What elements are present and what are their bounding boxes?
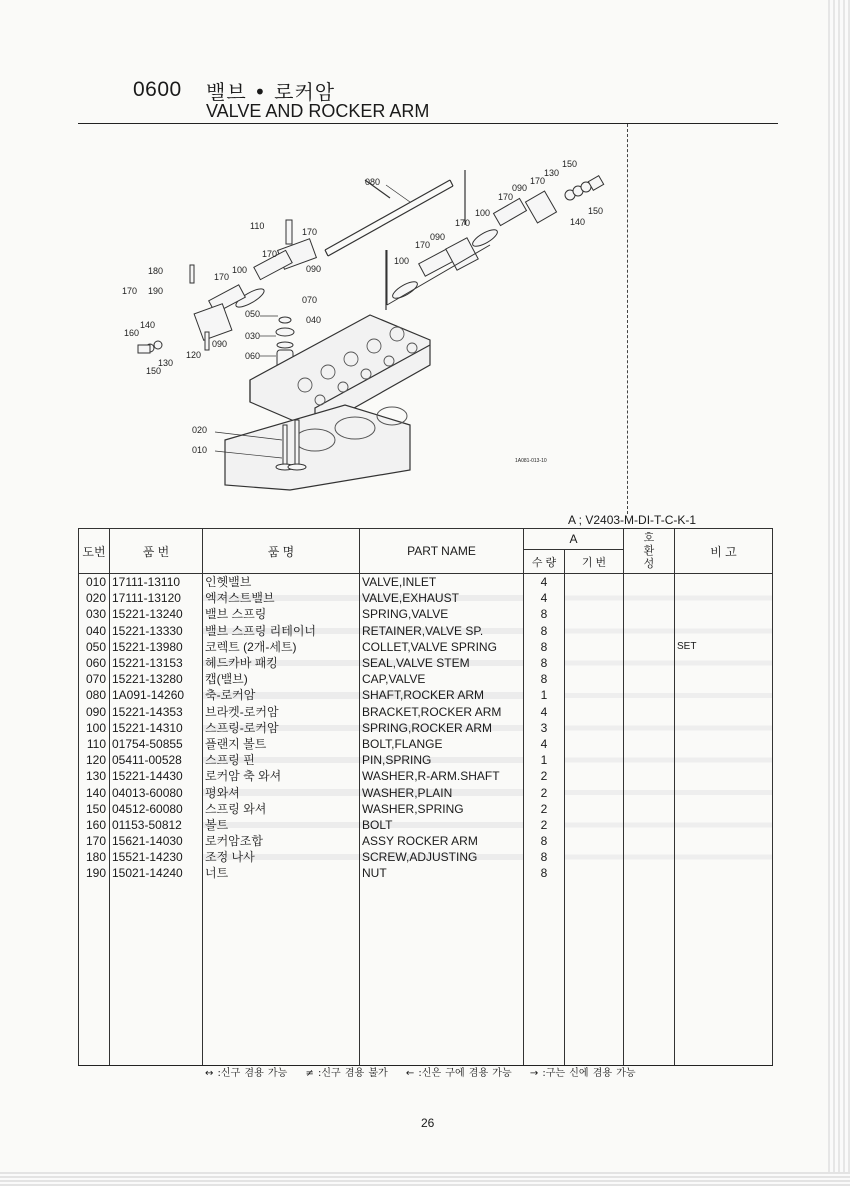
remarks: [675, 801, 773, 817]
part-number: 15221-14353: [110, 704, 203, 720]
exchangeability: [624, 687, 675, 703]
svg-text:100: 100: [475, 208, 491, 218]
remarks: [675, 784, 773, 800]
quantity: 8: [524, 833, 565, 849]
part-name-english: COLLET,VALVE SPRING: [360, 639, 524, 655]
table-row: [79, 671, 773, 687]
svg-text:170: 170: [302, 227, 318, 237]
remarks: [675, 833, 773, 849]
svg-text:070: 070: [302, 295, 318, 305]
remarks: [675, 768, 773, 784]
serial-number: [565, 623, 624, 639]
part-name-korean: 코렉트 (2개-세트): [203, 639, 360, 655]
remarks: [675, 671, 773, 687]
col-header-exchangeability: 호 환 성: [624, 529, 675, 574]
blank-cell: [524, 882, 565, 1066]
serial-number: [565, 655, 624, 671]
svg-text:120: 120: [186, 350, 202, 360]
part-name-korean: 로커암조합: [203, 833, 360, 849]
quantity: 8: [524, 671, 565, 687]
exchangeability: [624, 736, 675, 752]
part-name-korean: 헤드카바 패킹: [203, 655, 360, 671]
table-row: [79, 590, 773, 606]
part-name-english: NUT: [360, 865, 524, 881]
part-number: 17111-13120: [110, 590, 203, 606]
quantity: 1: [524, 687, 565, 703]
exchangeability: [624, 574, 675, 591]
exchangeability: [624, 784, 675, 800]
table-row: [79, 687, 773, 703]
part-name-english: BOLT,FLANGE: [360, 736, 524, 752]
svg-text:170: 170: [498, 192, 514, 202]
svg-text:010: 010: [192, 445, 208, 455]
remarks: [675, 817, 773, 833]
part-number: 15221-13330: [110, 623, 203, 639]
serial-number: [565, 704, 624, 720]
col-header-part-no: 품 번: [110, 529, 203, 574]
row-number: 030: [79, 606, 110, 622]
table-row: [79, 817, 773, 833]
row-number: 040: [79, 623, 110, 639]
table-row: [79, 736, 773, 752]
part-name-korean: 스프링-로커암: [203, 720, 360, 736]
exchangeability: [624, 833, 675, 849]
part-number: 1A091-14260: [110, 687, 203, 703]
part-number: 15221-14430: [110, 768, 203, 784]
part-number: 04512-60080: [110, 801, 203, 817]
scan-edge-right: [828, 0, 850, 1186]
row-number: 090: [79, 704, 110, 720]
part-name-english: WASHER,R-ARM.SHAFT: [360, 768, 524, 784]
part-number: 15221-13980: [110, 639, 203, 655]
svg-text:110: 110: [250, 221, 265, 231]
row-number: 160: [79, 817, 110, 833]
svg-text:100: 100: [394, 256, 410, 266]
quantity: 2: [524, 801, 565, 817]
remarks: SET: [675, 639, 773, 655]
svg-text:050: 050: [245, 309, 261, 319]
svg-text:140: 140: [570, 217, 586, 227]
legend-item: ↔ :신구 겸용 가능: [205, 1068, 288, 1079]
svg-text:090: 090: [430, 232, 446, 242]
part-name-korean: 캡(밸브): [203, 671, 360, 687]
part-number: 15221-13280: [110, 671, 203, 687]
blank-cell: [675, 882, 773, 1066]
remarks: [675, 849, 773, 865]
serial-number: [565, 865, 624, 881]
quantity: 8: [524, 639, 565, 655]
table-row: [79, 623, 773, 639]
part-name-korean: 밸브 스프링 리테이너: [203, 623, 360, 639]
part-name-korean: 브라켓-로커암: [203, 704, 360, 720]
quantity: 4: [524, 574, 565, 591]
part-number: 15221-14310: [110, 720, 203, 736]
col-header-qty: 수 량: [524, 550, 565, 574]
part-number: 05411-00528: [110, 752, 203, 768]
part-number: 04013-60080: [110, 784, 203, 800]
table-row: [79, 849, 773, 865]
remarks: [675, 623, 773, 639]
part-name-english: BOLT: [360, 817, 524, 833]
quantity: 2: [524, 817, 565, 833]
part-name-english: PIN,SPRING: [360, 752, 524, 768]
table-row: [79, 606, 773, 622]
col-header-group-a: A: [524, 529, 624, 550]
serial-number: [565, 671, 624, 687]
svg-text:080: 080: [365, 177, 381, 187]
row-number: 140: [79, 784, 110, 800]
row-number: 190: [79, 865, 110, 881]
part-name-korean: 엑져스트밸브: [203, 590, 360, 606]
svg-text:150: 150: [146, 366, 162, 376]
quantity: 2: [524, 768, 565, 784]
row-number: 100: [79, 720, 110, 736]
row-number: 080: [79, 687, 110, 703]
svg-text:040: 040: [306, 315, 322, 325]
page-title-korean: 밸브 • 로커암: [206, 80, 336, 104]
exchangeability: [624, 704, 675, 720]
blank-cell: [79, 882, 110, 1066]
col-header-std: 기 번: [565, 550, 624, 574]
table-row: [79, 639, 773, 655]
part-name-english: RETAINER,VALVE SP.: [360, 623, 524, 639]
table-row: [79, 655, 773, 671]
svg-text:170: 170: [122, 286, 138, 296]
part-name-english: WASHER,SPRING: [360, 801, 524, 817]
exchangeability: [624, 606, 675, 622]
exchangeability: [624, 801, 675, 817]
remarks: [675, 865, 773, 881]
part-name-korean: 축-로커암: [203, 687, 360, 703]
svg-text:090: 090: [512, 183, 528, 193]
blank-cell: [624, 882, 675, 1066]
section-code: 0600: [133, 78, 182, 101]
table-row: [79, 784, 773, 800]
part-name-english: SPRING,ROCKER ARM: [360, 720, 524, 736]
row-number: 130: [79, 768, 110, 784]
part-number: 15521-14230: [110, 849, 203, 865]
part-name-korean: 볼트: [203, 817, 360, 833]
part-name-korean: 너트: [203, 865, 360, 881]
svg-text:180: 180: [148, 266, 164, 276]
serial-number: [565, 817, 624, 833]
blank-cell: [203, 882, 360, 1066]
remarks: [675, 655, 773, 671]
svg-text:020: 020: [192, 425, 208, 435]
quantity: 4: [524, 704, 565, 720]
row-number: 170: [79, 833, 110, 849]
remarks: [675, 752, 773, 768]
part-name-english: ASSY ROCKER ARM: [360, 833, 524, 849]
col-header-name-ko: 품 명: [203, 529, 360, 574]
scan-edge-bottom: [0, 1172, 850, 1186]
quantity: 8: [524, 655, 565, 671]
row-number: 050: [79, 639, 110, 655]
part-name-english: SHAFT,ROCKER ARM: [360, 687, 524, 703]
serial-number: [565, 849, 624, 865]
table-row: [79, 833, 773, 849]
quantity: 8: [524, 623, 565, 639]
blank-cell: [565, 882, 624, 1066]
parts-table-body: [79, 574, 773, 1066]
legend-item: ← :신은 구에 겸용 가능: [405, 1068, 512, 1079]
serial-number: [565, 768, 624, 784]
remarks: [675, 590, 773, 606]
page-title-english: VALVE AND ROCKER ARM: [206, 101, 430, 121]
svg-text:1A081-013-10: 1A081-013-10: [515, 458, 547, 464]
row-number: 060: [79, 655, 110, 671]
svg-text:190: 190: [148, 286, 164, 296]
svg-text:130: 130: [544, 168, 560, 178]
remarks: [675, 687, 773, 703]
part-name-english: WASHER,PLAIN: [360, 784, 524, 800]
exchangeability: [624, 817, 675, 833]
svg-text:090: 090: [212, 339, 228, 349]
part-name-korean: 밸브 스프링: [203, 606, 360, 622]
serial-number: [565, 752, 624, 768]
part-number: 01153-50812: [110, 817, 203, 833]
quantity: 1: [524, 752, 565, 768]
row-number: 020: [79, 590, 110, 606]
table-row: [79, 574, 773, 591]
parts-table: [78, 528, 773, 1066]
model-applicability: A ; V2403-M-DI-T-C-K-1: [568, 513, 697, 527]
exchangeability: [624, 590, 675, 606]
svg-text:170: 170: [214, 272, 230, 282]
part-number: 15221-13153: [110, 655, 203, 671]
diagram-divider: [627, 124, 628, 514]
svg-text:170: 170: [530, 176, 546, 186]
table-row: [79, 704, 773, 720]
exchangeability: [624, 849, 675, 865]
table-row: [79, 720, 773, 736]
exploded-parts-diagram: [110, 140, 610, 500]
serial-number: [565, 784, 624, 800]
blank-cell: [110, 882, 203, 1066]
serial-number: [565, 801, 624, 817]
quantity: 8: [524, 606, 565, 622]
part-name-english: VALVE,EXHAUST: [360, 590, 524, 606]
exchangeability: [624, 752, 675, 768]
svg-text:170: 170: [262, 249, 278, 259]
table-row: [79, 865, 773, 881]
part-number: 15621-14030: [110, 833, 203, 849]
exchangeability: [624, 720, 675, 736]
serial-number: [565, 736, 624, 752]
svg-text:160: 160: [124, 328, 140, 338]
svg-text:170: 170: [455, 218, 471, 228]
quantity: 4: [524, 590, 565, 606]
part-number: 17111-13110: [110, 574, 203, 591]
remarks: [675, 606, 773, 622]
part-name-korean: 로커암 축 와셔: [203, 768, 360, 784]
row-number: 180: [79, 849, 110, 865]
quantity: 2: [524, 784, 565, 800]
table-row: [79, 752, 773, 768]
col-header-no: 도번: [79, 529, 110, 574]
part-name-english: SCREW,ADJUSTING: [360, 849, 524, 865]
svg-text:140: 140: [140, 320, 156, 330]
exchangeability: [624, 639, 675, 655]
table-blank-area: [79, 882, 773, 1066]
part-name-korean: 조정 나사: [203, 849, 360, 865]
row-number: 110: [79, 736, 110, 752]
serial-number: [565, 590, 624, 606]
serial-number: [565, 574, 624, 591]
table-row: [79, 801, 773, 817]
exchangeability: [624, 768, 675, 784]
part-name-korean: 스프링 핀: [203, 752, 360, 768]
svg-text:170: 170: [415, 240, 431, 250]
exchangeability-legend: [205, 1064, 650, 1079]
part-name-english: CAP,VALVE: [360, 671, 524, 687]
part-name-korean: 인헷밸브: [203, 574, 360, 591]
page-number: 26: [421, 1116, 435, 1130]
table-row: [79, 768, 773, 784]
part-name-korean: 평와셔: [203, 784, 360, 800]
serial-number: [565, 833, 624, 849]
remarks: [675, 704, 773, 720]
part-number: 01754-50855: [110, 736, 203, 752]
svg-text:090: 090: [306, 264, 322, 274]
quantity: 4: [524, 736, 565, 752]
serial-number: [565, 606, 624, 622]
part-name-korean: 플랜지 볼트: [203, 736, 360, 752]
part-number: 15021-14240: [110, 865, 203, 881]
quantity: 8: [524, 865, 565, 881]
svg-text:150: 150: [588, 206, 604, 216]
exchangeability: [624, 671, 675, 687]
svg-text:030: 030: [245, 331, 261, 341]
col-header-part-name: PART NAME: [360, 529, 524, 574]
remarks: [675, 574, 773, 591]
header-rule: [78, 123, 778, 124]
exchangeability: [624, 655, 675, 671]
part-name-korean: 스프링 와셔: [203, 801, 360, 817]
serial-number: [565, 720, 624, 736]
remarks: [675, 720, 773, 736]
legend-item: ≠ :신구 겸용 불가: [305, 1068, 388, 1079]
quantity: 8: [524, 849, 565, 865]
legend-item: → :구는 신에 겸용 가능: [529, 1068, 636, 1079]
row-number: 010: [79, 574, 110, 591]
part-name-english: SPRING,VALVE: [360, 606, 524, 622]
part-name-english: BRACKET,ROCKER ARM: [360, 704, 524, 720]
part-name-english: SEAL,VALVE STEM: [360, 655, 524, 671]
part-number: 15221-13240: [110, 606, 203, 622]
row-number: 150: [79, 801, 110, 817]
part-name-english: VALVE,INLET: [360, 574, 524, 591]
exchangeability: [624, 865, 675, 881]
serial-number: [565, 687, 624, 703]
row-number: 120: [79, 752, 110, 768]
svg-text:150: 150: [562, 159, 578, 169]
svg-text:100: 100: [232, 265, 248, 275]
serial-number: [565, 639, 624, 655]
blank-cell: [360, 882, 524, 1066]
exchangeability: [624, 623, 675, 639]
row-number: 070: [79, 671, 110, 687]
svg-text:130: 130: [158, 358, 174, 368]
remarks: [675, 736, 773, 752]
quantity: 3: [524, 720, 565, 736]
svg-text:060: 060: [245, 351, 261, 361]
col-header-remarks: 비 고: [675, 529, 773, 574]
